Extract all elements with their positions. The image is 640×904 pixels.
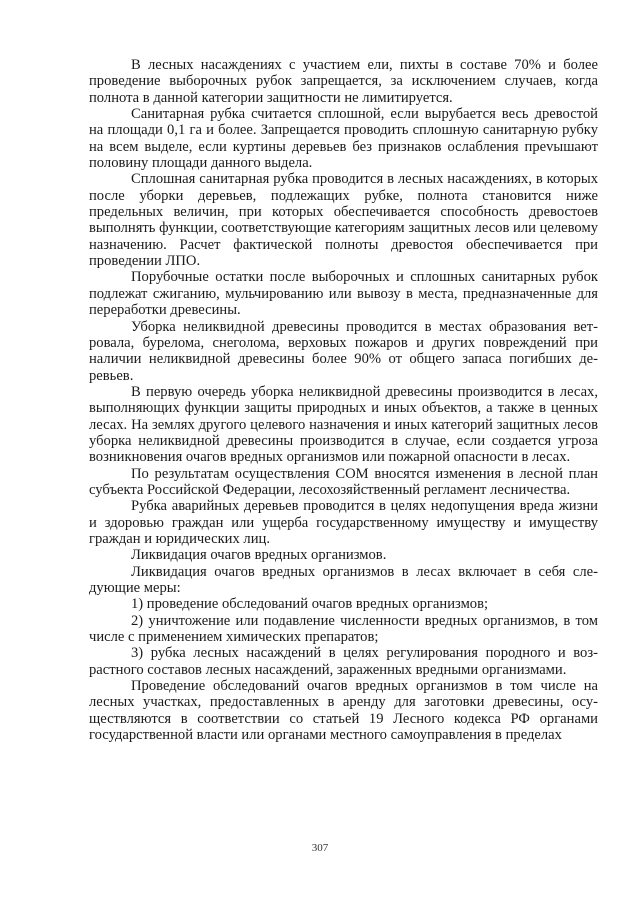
document-body [89, 57, 598, 743]
list-item-measure-3: 3) рубка лесных насаждений в целях регулирования породного и возрастного составов лесных насаждений, зараженных вредными организмами. [89, 645, 598, 678]
paragraph-priority-cleanup: В первую очередь уборка неликвидной древесины производится в лесах, выполняющих функции защиты природных и иных объектов, а также в ценных лесах. На землях другого целевого назначения и иных категорий защитных лесов уборка неликвидной древесины производится в случае, если создается угроза возникновения очагов вредных организмов или пожарной опасности в лесах. [89, 383, 598, 466]
paragraph-illiquid-wood-cleanup: Уборка неликвидной древесины проводится в местах образования ветровала, бурелома, снеголома, верховых пожаров и других повреждений при наличии неликвидной древесины более 90% от общего запаса погибших деревьев. [89, 318, 598, 384]
paragraph-hazard-trees: Рубка аварийных деревьев проводится в целях недопущения вреда жизни и здоровью граждан или ущерба государственному имуществу и имуществу граждан и юридических лиц. [89, 498, 598, 547]
paragraph-forest-plan-changes: По результатам осуществления СОМ вносятся изменения в лесной план субъекта Российской Федерации, лесохозяйственный регламент лесничества. [89, 465, 598, 498]
paragraph-clear-sanitary-conditions: Сплошная санитарная рубка проводится в лесных насаждениях, в которых после уборки деревьев, подлежащих рубке, полнота становится ниже предельных величин, при которых обеспечивается способность древостоев выполнять функции, соответствующие категориям защитных лесов или целевому назначению. Расчет фактической полноты древостоя обеспечивается при проведении ЛПО. [89, 171, 598, 270]
page-number: 307 [311, 842, 329, 854]
paragraph-pest-elimination-heading: Ликвидация очагов вредных организмов. [131, 547, 387, 564]
list-item-measure-1: 1) проведение обследований очагов вредных организмов; [131, 596, 489, 613]
paragraph-spruce-fir-selective-cutting: В лесных насаждениях с участием ели, пихты в составе 70% и более проведение выборочных рубок запрещается, за исключением случаев, когда полнота в данной категории защитности не лимитируется. [89, 57, 598, 106]
paragraph-pest-measures-intro: Ликвидация очагов вредных организмов в лесах включает в себя следующие меры: [89, 563, 598, 596]
list-item-measure-2: 2) уничтожение или подавление численности вредных организмов, в том числе с применением химических препаратов; [89, 612, 598, 646]
paragraph-pest-surveys: Проведение обследований очагов вредных организмов в том числе на лесных участках, предоставленных в аренду для заготовки древесины, осуществляются в соответствии со статьей 19 Лесного кодекса РФ органами государственной власти или органами местного самоуправления в пределах [89, 678, 598, 744]
paragraph-clear-sanitary-definition: Санитарная рубка считается сплошной, если вырубается весь древостой на площади 0,1 га и более. Запрещается проводить сплошную санитарную рубку на всем выделе, если куртины деревьев без признаков ослабления преvышают половину площади данного выдела. [89, 106, 598, 172]
paragraph-logging-residues: Порубочные остатки после выборочных и сплошных санитарных рубок подлежат сжиганию, мульчированию или вывозу в места, предназначенные для переработки древесины. [89, 269, 598, 319]
